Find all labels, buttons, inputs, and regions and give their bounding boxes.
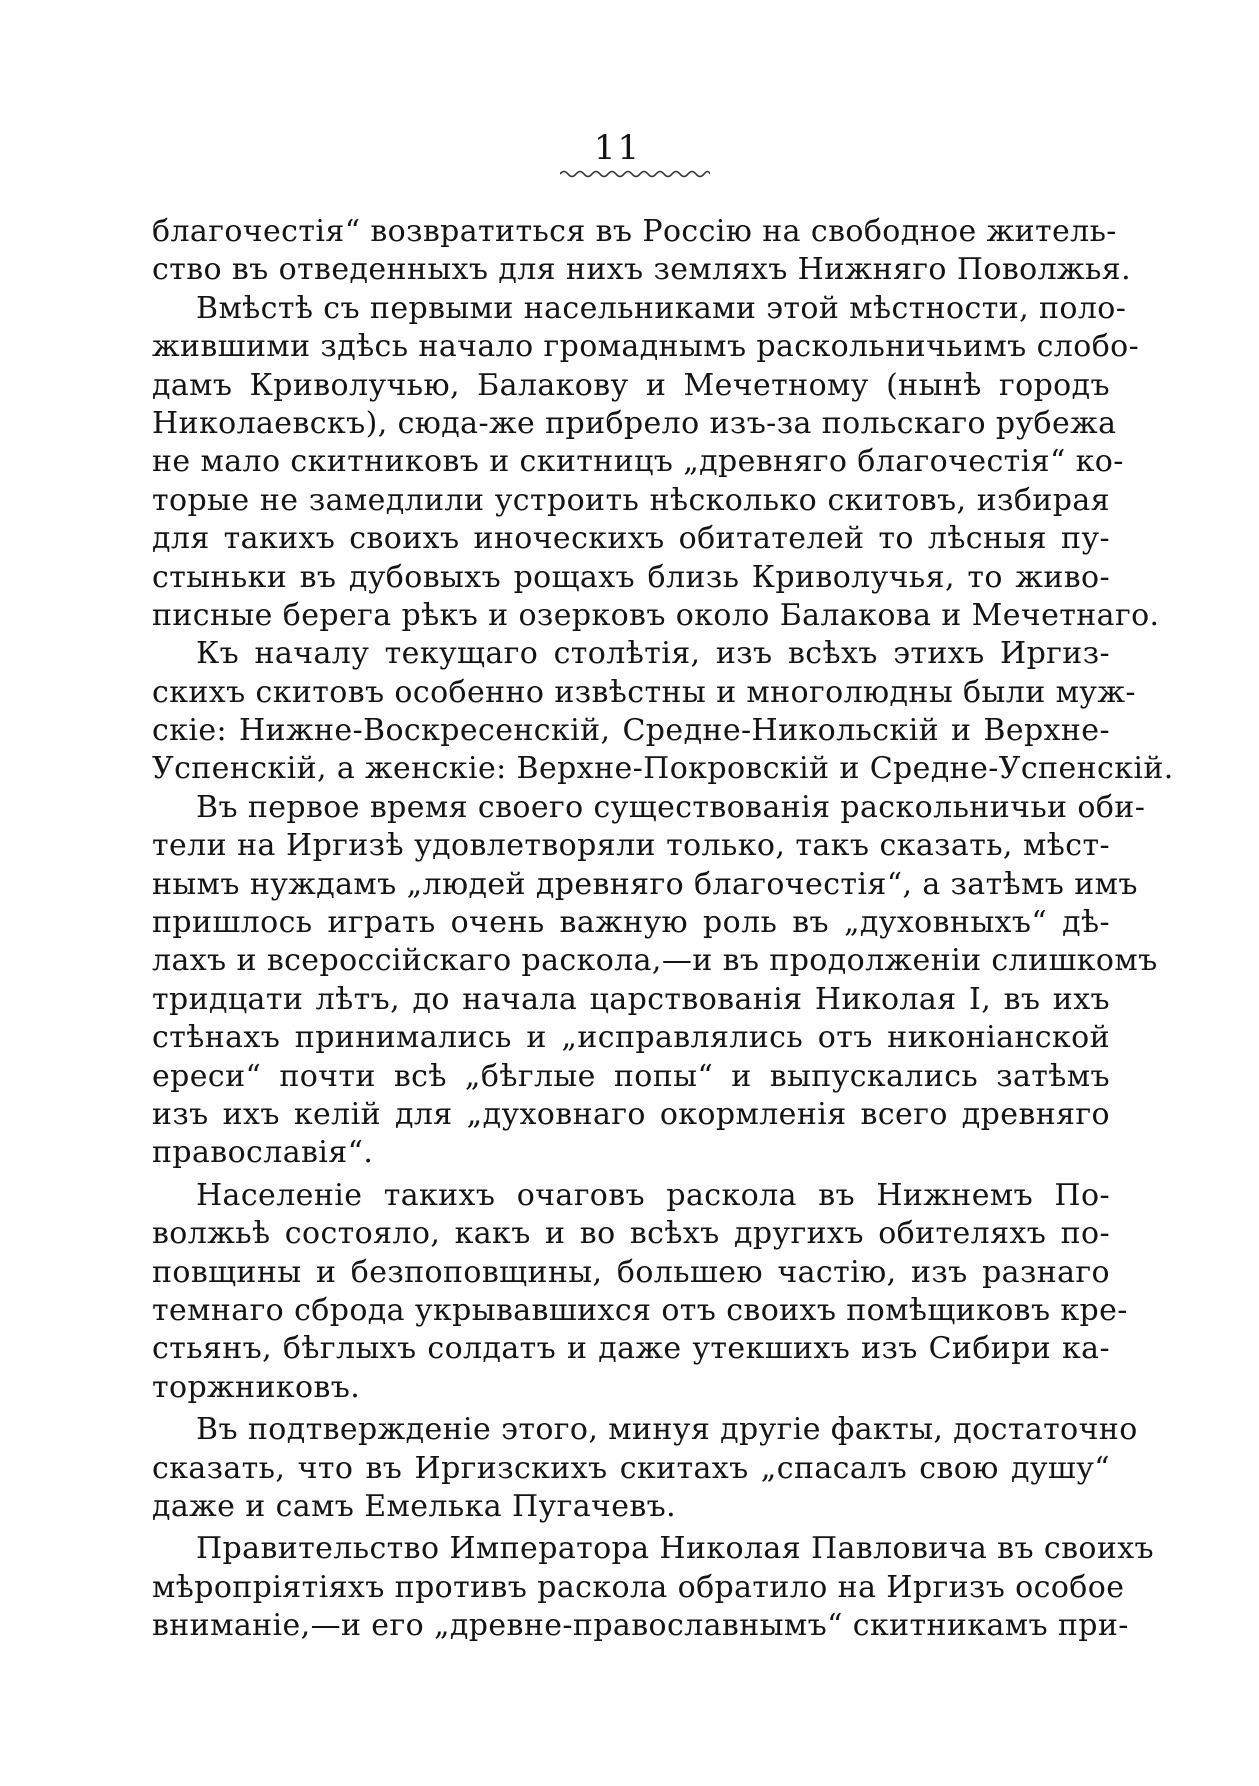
text-line: не мало скитниковъ и скитницъ „древняго благочестія“ ко- (152, 444, 1124, 480)
text-line: Въ первое время своего существованія раскольничьи оби- (196, 789, 1146, 825)
text-line: даже и самъ Емелька Пугачевъ. (152, 1488, 677, 1524)
text-line: повщины и безпоповщины, большею частію, изъ разнаго (152, 1254, 1110, 1290)
text-line: стыньки въ дубовыхъ рощахъ близь Криволучья, то живо- (152, 559, 1110, 595)
text-line: скихъ скитовъ особенно извѣстны и многолюдны были муж- (152, 674, 1136, 710)
text-line: Николаевскъ), сюда-же прибрело изъ-за польскаго рубежа (152, 405, 1117, 441)
text-line: стьянъ, бѣглыхъ солдатъ и даже утекшихъ изъ Сибири ка- (152, 1331, 1110, 1367)
text-line: Правительство Императора Николая Павловича въ своихъ (196, 1531, 1155, 1567)
text-line: Въ подтвержденіе этого, минуя другіе факты, достаточно (196, 1412, 1138, 1448)
text-line: сказать, что въ Иргизскихъ скитахъ „спасалъ свою душу“ (152, 1450, 1110, 1486)
text-line: торые не замедлили устроить нѣсколько скитовъ, избирая (152, 482, 1110, 518)
text-line: жившими здѣсь начало громаднымъ раскольничьимъ слобо- (152, 329, 1140, 365)
text-line: ереси“ почти всѣ „бѣглые попы“ и выпускались затѣмъ (152, 1058, 1110, 1094)
text-line: писные берега рѣкъ и озерковъ около Балакова и Мечетнаго. (152, 597, 1160, 633)
text-line: тридцати лѣтъ, до начала царствованія Николая I, въ ихъ (152, 981, 1110, 1017)
text-line: стѣнахъ принимались и „исправлялись отъ никоніанской (152, 1020, 1110, 1056)
text-line: благочестія“ возвратиться въ Россію на свободное житель- (152, 214, 1117, 249)
text-line: волжьѣ состояло, какъ и во всѣхъ другихъ обителяхъ по- (152, 1216, 1110, 1252)
text-line: скіе: Нижне-Воскресенскій, Средне-Никольскій и Верхне- (152, 713, 1110, 749)
text-line: лахъ и всероссійскаго раскола,—и въ продолженіи слишкомъ (152, 943, 1158, 979)
text-line: нымъ нуждамъ „людей древняго благочестія“, а затѣмъ имъ (152, 866, 1138, 902)
text-line: мѣропріятіяхъ противъ раскола обратило на Иргизъ особое (152, 1569, 1125, 1605)
text-line: Успенскій, а женскіе: Верхне-Покровскій и Средне-Успенскій. (152, 751, 1174, 787)
text-line: тели на Иргизѣ удовлетворяли только, такъ сказать, мѣст- (152, 828, 1110, 864)
text-line: темнаго сброда укрывавшихся отъ своихъ помѣщиковъ кре- (152, 1292, 1128, 1328)
text-line: торжниковъ. (152, 1369, 361, 1405)
text-line: дамъ Криволучью, Балакову и Мечетному (нынѣ городъ (152, 367, 1110, 403)
text-line: для такихъ своихъ иноческихъ обитателей то лѣсныя пу- (152, 521, 1110, 557)
text-line: православія“. (152, 1135, 374, 1171)
page-number: 11 (593, 128, 642, 168)
body-text (152, 213, 1174, 1645)
page-header (0, 128, 1259, 168)
text-line: вниманіе,—и его „древне-православнымъ“ скитникамъ при- (152, 1608, 1129, 1644)
text-line: пришлось играть очень важную роль въ „духовныхъ“ дѣ- (152, 905, 1110, 941)
text-line: Вмѣстѣ съ первыми насельниками этой мѣстности, поло- (196, 290, 1127, 326)
ornament-divider (560, 168, 710, 180)
text-line: Къ началу текущаго столѣтія, изъ всѣхъ этихъ Иргиз- (196, 636, 1110, 672)
text-line: изъ ихъ келій для „духовнаго окормленія всего древняго (152, 1096, 1110, 1132)
text-line: ство въ отведенныхъ для нихъ земляхъ Нижняго Поволжья. (152, 252, 1132, 288)
text-line: Населеніе такихъ очаговъ раскола въ Нижнемъ По- (196, 1177, 1110, 1213)
